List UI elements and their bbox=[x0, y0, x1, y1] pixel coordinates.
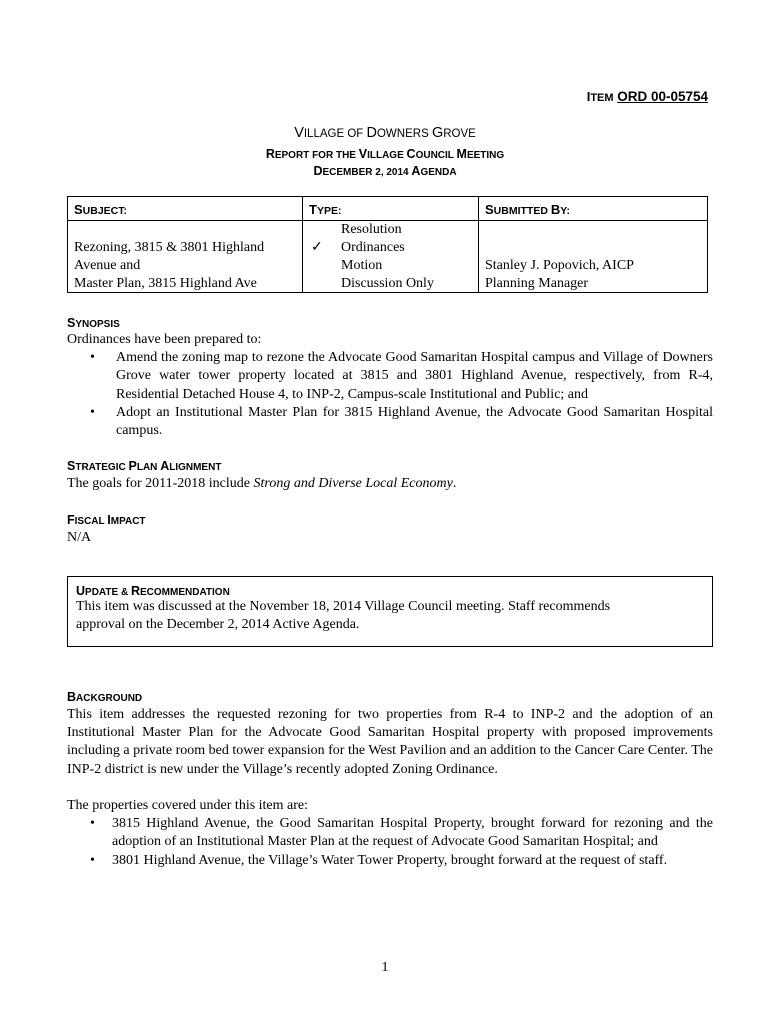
synopsis-heading: SYNOPSIS bbox=[67, 316, 120, 330]
synopsis-body bbox=[67, 331, 713, 440]
type-option-ordinances: Ordinances bbox=[341, 240, 405, 255]
synopsis-intro: Ordinances have been prepared to: bbox=[67, 332, 262, 347]
properties-intro: The properties covered under this item are: bbox=[67, 798, 309, 813]
report-subtitle: REPORT FOR THE VILLAGE COUNCIL MEETING bbox=[265, 147, 505, 161]
strategic-heading: STRATEGIC PLAN ALIGNMENT bbox=[67, 459, 222, 473]
type-option-discussion: Discussion Only bbox=[341, 276, 434, 291]
subject-line: Avenue and bbox=[74, 258, 141, 273]
info-table bbox=[67, 196, 708, 293]
fiscal-heading: FISCAL IMPACT bbox=[67, 513, 146, 527]
checkmark-icon: ✓ bbox=[311, 240, 323, 255]
subject-cell bbox=[68, 221, 303, 293]
subject-line: Rezoning, 3815 & 3801 Highland bbox=[74, 240, 265, 255]
fiscal-text: N/A bbox=[67, 530, 92, 545]
update-heading: UPDATE & RECOMMENDATION bbox=[76, 584, 230, 598]
update-line: approval on the December 2, 2014 Active Agenda. bbox=[76, 617, 360, 633]
document-title: VILLAGE OF DOWNERS GROVE bbox=[294, 125, 476, 141]
subject-line: Master Plan, 3815 Highland Ave bbox=[74, 276, 257, 291]
update-line: This item was discussed at the November 18, 2014 Village Council meeting. Staff recommends bbox=[76, 599, 611, 614]
list-item: • 3815 Highland Avenue, the Good Samaritan Hospital Property, brought forward for rezoning and the adoption of an Institutional Master Plan at the request of Advocate Good Samaritan Hospital; and bbox=[90, 816, 713, 850]
submitter-title: Planning Manager bbox=[485, 276, 589, 291]
subject-header: SUBJECT: bbox=[68, 197, 303, 221]
agenda-date: DECEMBER 2, 2014 AGENDA bbox=[313, 164, 457, 178]
list-item: • Amend the zoning map to rezone the Advocate Good Samaritan Hospital campus and Village of Downers Grove water tower property located at 3815 and 3801 Highland Avenue, respectively, from R-4, Residential Detached House 4, to INP-2, Campus-scale Institutional and Public; and bbox=[90, 350, 713, 402]
page-number: 1 bbox=[381, 960, 389, 975]
list-item: • 3801 Highland Avenue, the Village’s Water Tower Property, brought forward at the request of staff. bbox=[90, 852, 668, 868]
synopsis-list bbox=[67, 349, 713, 440]
properties-section bbox=[67, 797, 713, 870]
properties-list bbox=[67, 815, 713, 870]
background-heading: BACKGROUND bbox=[67, 690, 143, 704]
type-cell bbox=[303, 221, 479, 293]
ord-number: ORD 00-05754 bbox=[617, 89, 708, 104]
list-item: • Adopt an Institutional Master Plan for 3815 Highland Avenue, the Advocate Good Samaritan Hospital campus. bbox=[90, 404, 713, 439]
submitted-by-cell bbox=[479, 221, 708, 293]
submitter-name: Stanley J. Popovich, AICP bbox=[485, 258, 634, 273]
update-box bbox=[67, 576, 713, 647]
strategic-text: The goals for 2011-2018 include Strong and Diverse Local Economy. bbox=[67, 476, 457, 491]
background-paragraph: This item addresses the requested rezoning for two properties from R-4 to INP-2 and the adoption of an Institutional Master Plan for the Advocate Good Samaritan Hospital property with proposed improvements including a private room bed tower expansion for the West Pavilion and an addition to the Cancer Care Center. The INP-2 district is new under the Village’s recently adopted Zoning Ordinance. bbox=[67, 707, 713, 777]
type-option-motion: Motion bbox=[341, 258, 383, 273]
submitted-by-header: SUBMITTED BY: bbox=[479, 197, 708, 221]
type-header: TYPE: bbox=[303, 197, 479, 221]
item-number: ITEM ORD 00-05754 bbox=[586, 89, 708, 104]
type-option-resolution: Resolution bbox=[341, 222, 402, 237]
